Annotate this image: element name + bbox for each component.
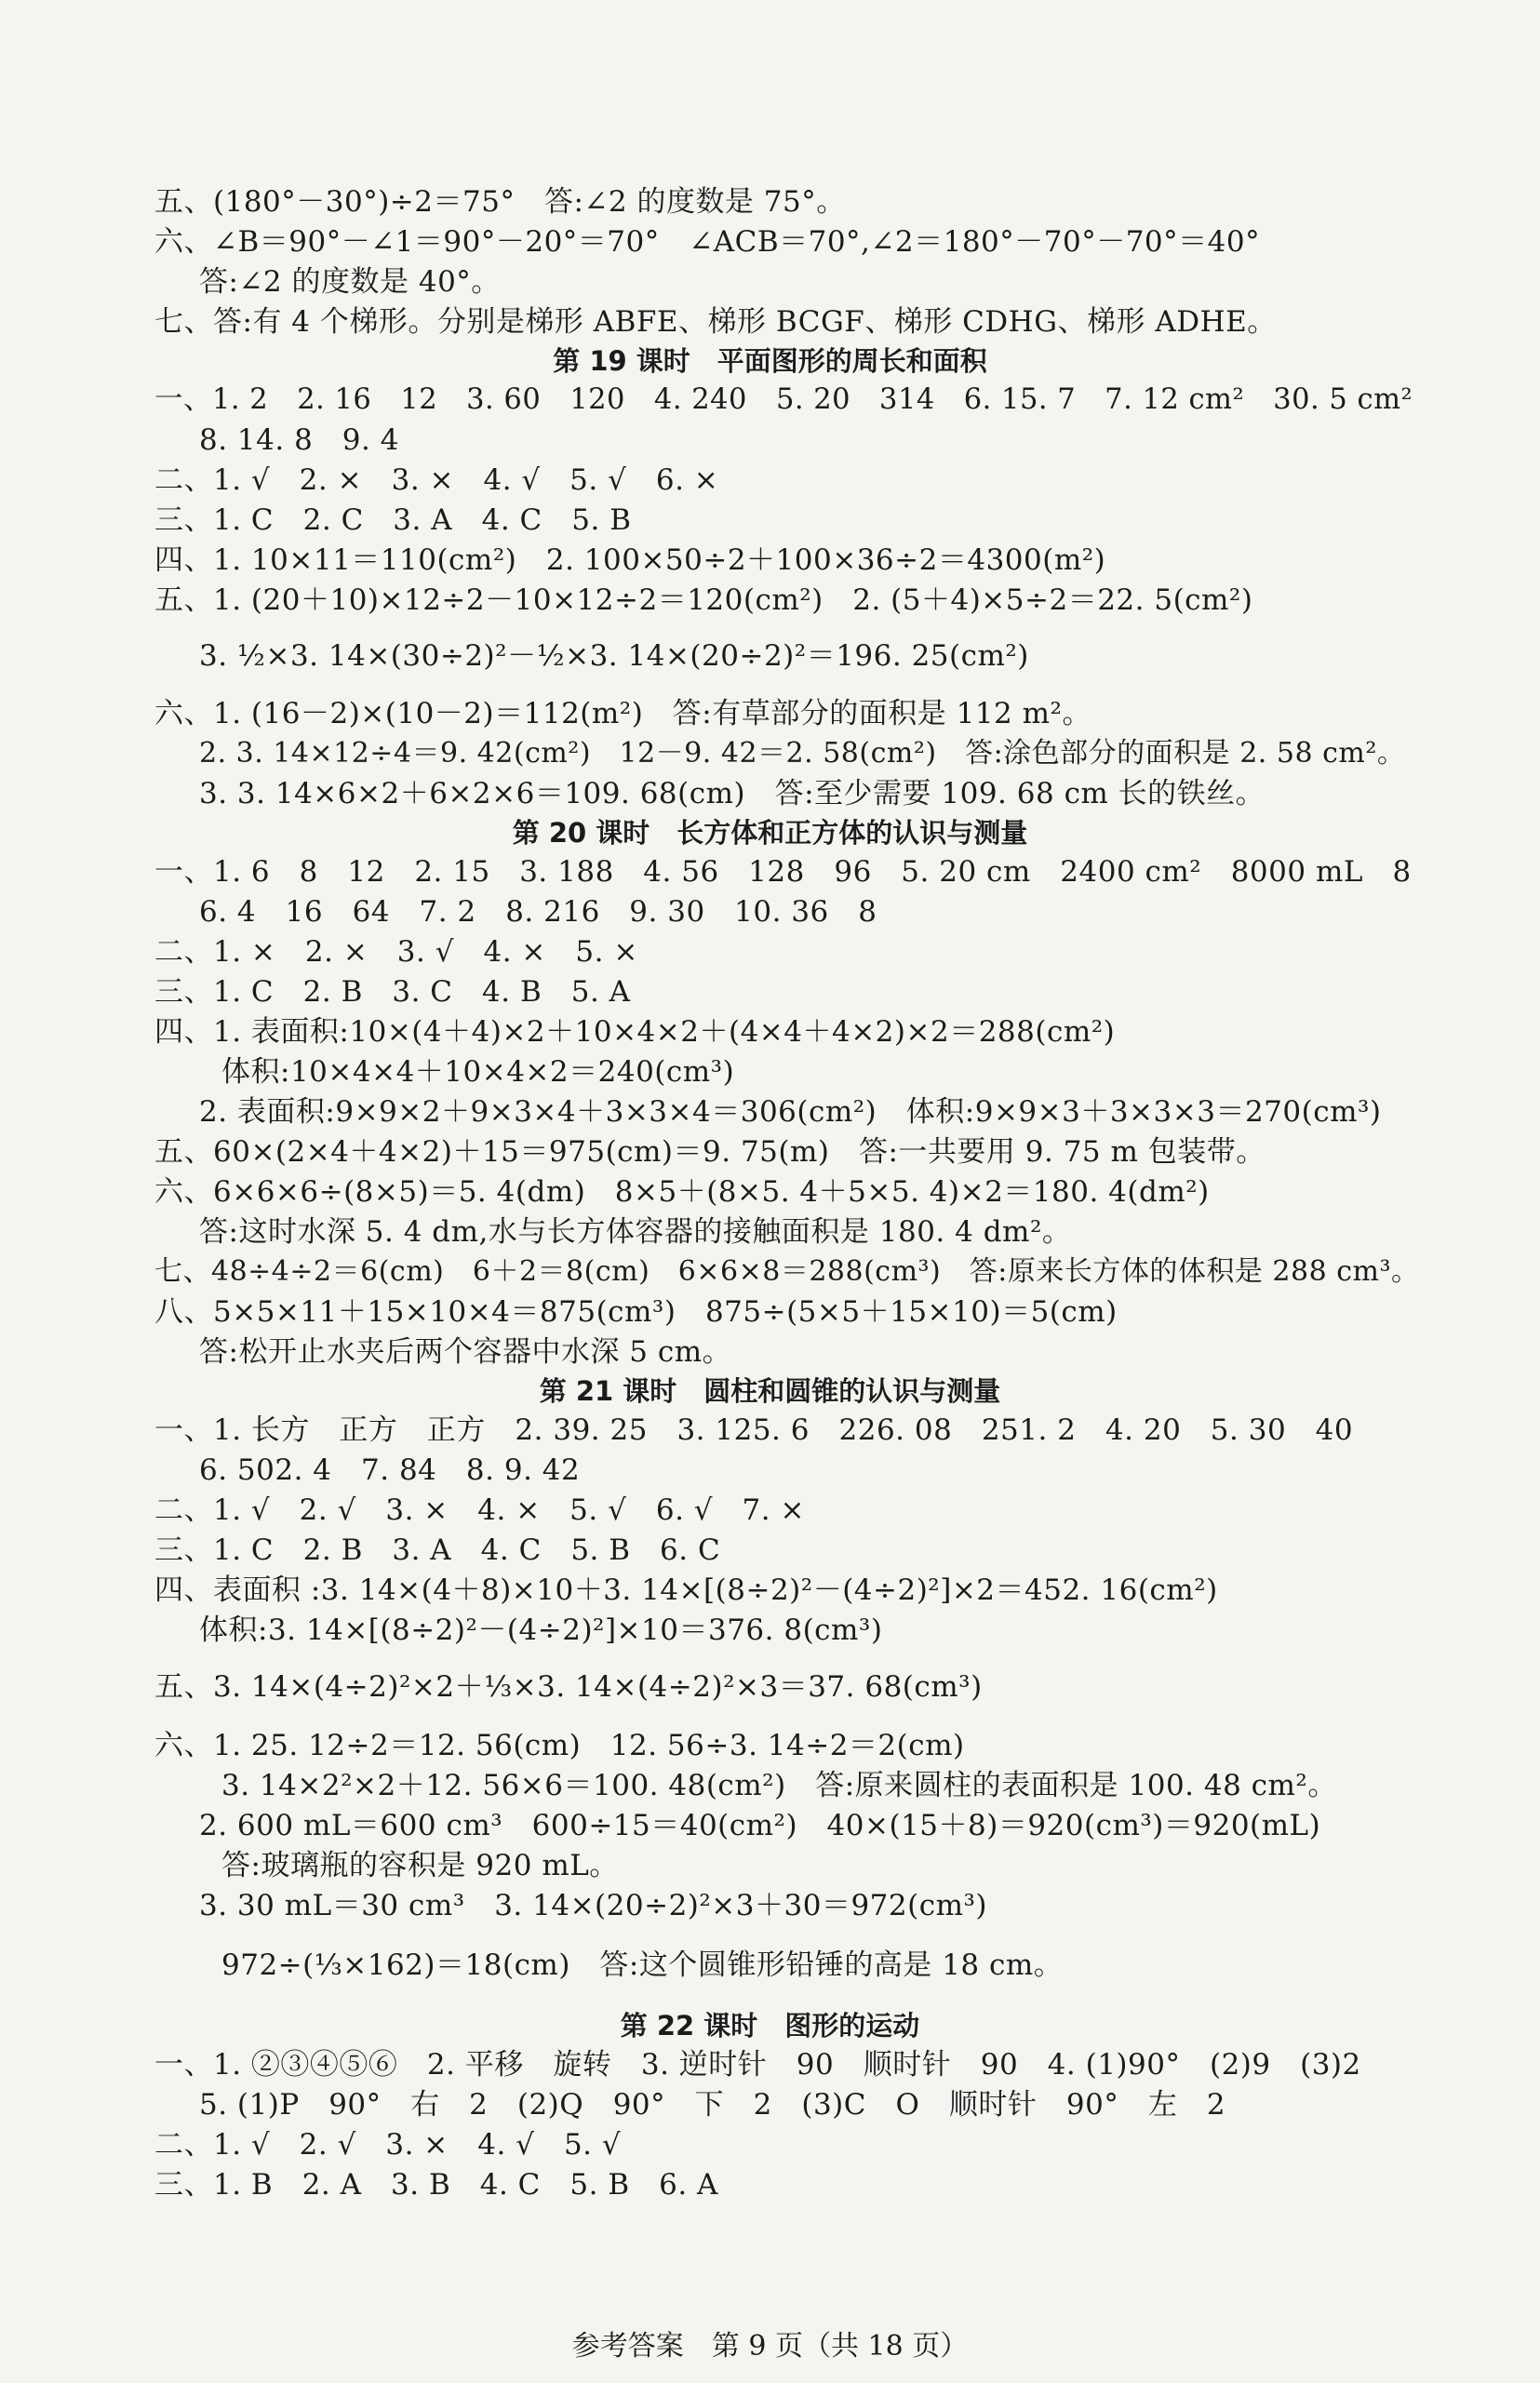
answer-line: 972÷(⅓×162)＝18(cm) 答:这个圆锥形铅锤的高是 18 cm。 bbox=[221, 1948, 1064, 1982]
answer-line: 六、1. 25. 12÷2＝12. 56(cm) 12. 56÷3. 14÷2＝2(cm) bbox=[154, 1729, 965, 1762]
answer-line: 8. 14. 8 9. 4 bbox=[199, 423, 399, 457]
answer-line: 一、1. ②③④⑤⑥ 2. 平移 旋转 3. 逆时针 90 顺时针 90 4. (1)90° (2)9 (3)2 bbox=[154, 2048, 1361, 2082]
answer-line: 七、答:有 4 个梯形。分别是梯形 ABFE、梯形 BCGF、梯形 CDHG、梯形 ADHE。 bbox=[154, 305, 1277, 339]
answer-line: 答:∠2 的度数是 40°。 bbox=[199, 265, 501, 299]
answer-line: 三、1. C 2. B 3. C 4. B 5. A bbox=[154, 975, 631, 1009]
answer-line: 七、48÷4÷2＝6(cm) 6＋2＝8(cm) 6×6×8＝288(cm³) 答:原来长方体的体积是 288 cm³。 bbox=[154, 1255, 1420, 1288]
answer-line: 二、1. √ 2. √ 3. × 4. √ 5. √ bbox=[154, 2128, 622, 2162]
answer-line: 6. 4 16 64 7. 2 8. 216 9. 30 10. 36 8 bbox=[199, 895, 877, 929]
answer-line: 四、1. 10×11＝110(cm²) 2. 100×50÷2＋100×36÷2＝4300(m²) bbox=[154, 543, 1106, 577]
section-heading: 第 22 课时 图形的运动 bbox=[620, 2010, 920, 2042]
answer-line: 2. 600 mL＝600 cm³ 600÷15＝40(cm²) 40×(15＋8)＝920(cm³)＝920(mL) bbox=[199, 1809, 1321, 1842]
answer-line: 六、6×6×6÷(8×5)＝5. 4(dm) 8×5＋(8×5. 4＋5×5. 4)×2＝180. 4(dm²) bbox=[154, 1175, 1210, 1209]
answer-line: 3. 14×2²×2＋12. 56×6＝100. 48(cm²) 答:原来圆柱的表面积是 100. 48 cm²。 bbox=[221, 1769, 1337, 1802]
page-footer: 参考答案 第 9 页（共 18 页） bbox=[571, 2330, 969, 2363]
answer-line: 三、1. C 2. C 3. A 4. C 5. B bbox=[154, 503, 632, 537]
answer-line: 3. 3. 14×6×2＋6×2×6＝109. 68(cm) 答:至少需要 109. 68 cm 长的铁丝。 bbox=[199, 777, 1265, 810]
answer-line: 一、1. 2 2. 16 12 3. 60 120 4. 240 5. 20 314 6. 15. 7 7. 12 cm² 30. 5 cm² bbox=[154, 383, 1413, 416]
answer-line: 四、表面积 :3. 14×(4＋8)×10＋3. 14×[(8÷2)²－(4÷2)²]×2＝452. 16(cm²) bbox=[154, 1573, 1218, 1607]
section-heading: 第 19 课时 平面图形的周长和面积 bbox=[553, 345, 987, 377]
answer-line: 答:松开止水夹后两个容器中水深 5 cm。 bbox=[199, 1335, 732, 1369]
answer-line: 四、1. 表面积:10×(4＋4)×2＋10×4×2＋(4×4＋4×2)×2＝288(cm²) bbox=[154, 1015, 1116, 1049]
answer-line: 六、1. (16－2)×(10－2)＝112(m²) 答:有草部分的面积是 112 m²。 bbox=[154, 697, 1091, 730]
answer-line: 6. 502. 4 7. 84 8. 9. 42 bbox=[199, 1453, 581, 1487]
answer-line: 八、5×5×11＋15×10×4＝875(cm³) 875÷(5×5＋15×10)＝5(cm) bbox=[154, 1295, 1118, 1329]
answer-line: 二、1. × 2. × 3. √ 4. × 5. × bbox=[154, 935, 638, 969]
answer-line: 答:玻璃瓶的容积是 920 mL。 bbox=[221, 1849, 619, 1882]
section-heading: 第 20 课时 长方体和正方体的认识与测量 bbox=[512, 817, 1028, 849]
answer-line: 答:这时水深 5. 4 dm,水与长方体容器的接触面积是 180. 4 dm²。 bbox=[199, 1215, 1072, 1249]
answer-line: 3. 30 mL＝30 cm³ 3. 14×(20÷2)²×3＋30＝972(cm³) bbox=[199, 1889, 987, 1922]
answer-line: 三、1. B 2. A 3. B 4. C 5. B 6. A bbox=[154, 2168, 718, 2202]
answer-line: 体积:10×4×4＋10×4×2＝240(cm³) bbox=[221, 1055, 735, 1089]
answer-line: 二、1. √ 2. × 3. × 4. √ 5. √ 6. × bbox=[154, 463, 719, 497]
answer-line: 2. 表面积:9×9×2＋9×3×4＋3×3×4＝306(cm²) 体积:9×9×3＋3×3×3＝270(cm³) bbox=[199, 1095, 1382, 1129]
answer-line: 二、1. √ 2. √ 3. × 4. × 5. √ 6. √ 7. × bbox=[154, 1493, 805, 1527]
answer-line: 体积:3. 14×[(8÷2)²－(4÷2)²]×10＝376. 8(cm³) bbox=[199, 1613, 883, 1647]
answer-line: 五、1. (20＋10)×12÷2－10×12÷2＝120(cm²) 2. (5＋4)×5÷2＝22. 5(cm²) bbox=[154, 583, 1253, 617]
answer-line: 三、1. C 2. B 3. A 4. C 5. B 6. C bbox=[154, 1533, 721, 1567]
answer-line: 五、(180°－30°)÷2＝75° 答:∠2 的度数是 75°。 bbox=[154, 185, 846, 219]
section-heading: 第 21 课时 圆柱和圆锥的认识与测量 bbox=[539, 1375, 1001, 1407]
answer-line: 六、∠B＝90°－∠1＝90°－20°＝70° ∠ACB＝70°,∠2＝180°－70°－70°＝40° bbox=[154, 225, 1261, 259]
answer-line: 一、1. 6 8 12 2. 15 3. 188 4. 56 128 96 5. 20 cm 2400 cm² 8000 mL 8 bbox=[154, 855, 1412, 889]
answer-line: 2. 3. 14×12÷4＝9. 42(cm²) 12－9. 42＝2. 58(cm²) 答:涂色部分的面积是 2. 58 cm²。 bbox=[199, 737, 1406, 770]
answer-line: 五、60×(2×4＋4×2)＋15＝975(cm)＝9. 75(m) 答:一共要用 9. 75 m 包装带。 bbox=[154, 1135, 1265, 1169]
answer-line: 5. (1)P 90° 右 2 (2)Q 90° 下 2 (3)C O 顺时针 90° 左 2 bbox=[199, 2088, 1226, 2122]
answer-line: 3. ½×3. 14×(30÷2)²－½×3. 14×(20÷2)²＝196. 25(cm²) bbox=[199, 639, 1029, 673]
answer-line: 一、1. 长方 正方 正方 2. 39. 25 3. 125. 6 226. 08 251. 2 4. 20 5. 30 40 bbox=[154, 1413, 1354, 1447]
answer-line: 五、3. 14×(4÷2)²×2＋⅓×3. 14×(4÷2)²×3＝37. 68(cm³) bbox=[154, 1670, 983, 1704]
